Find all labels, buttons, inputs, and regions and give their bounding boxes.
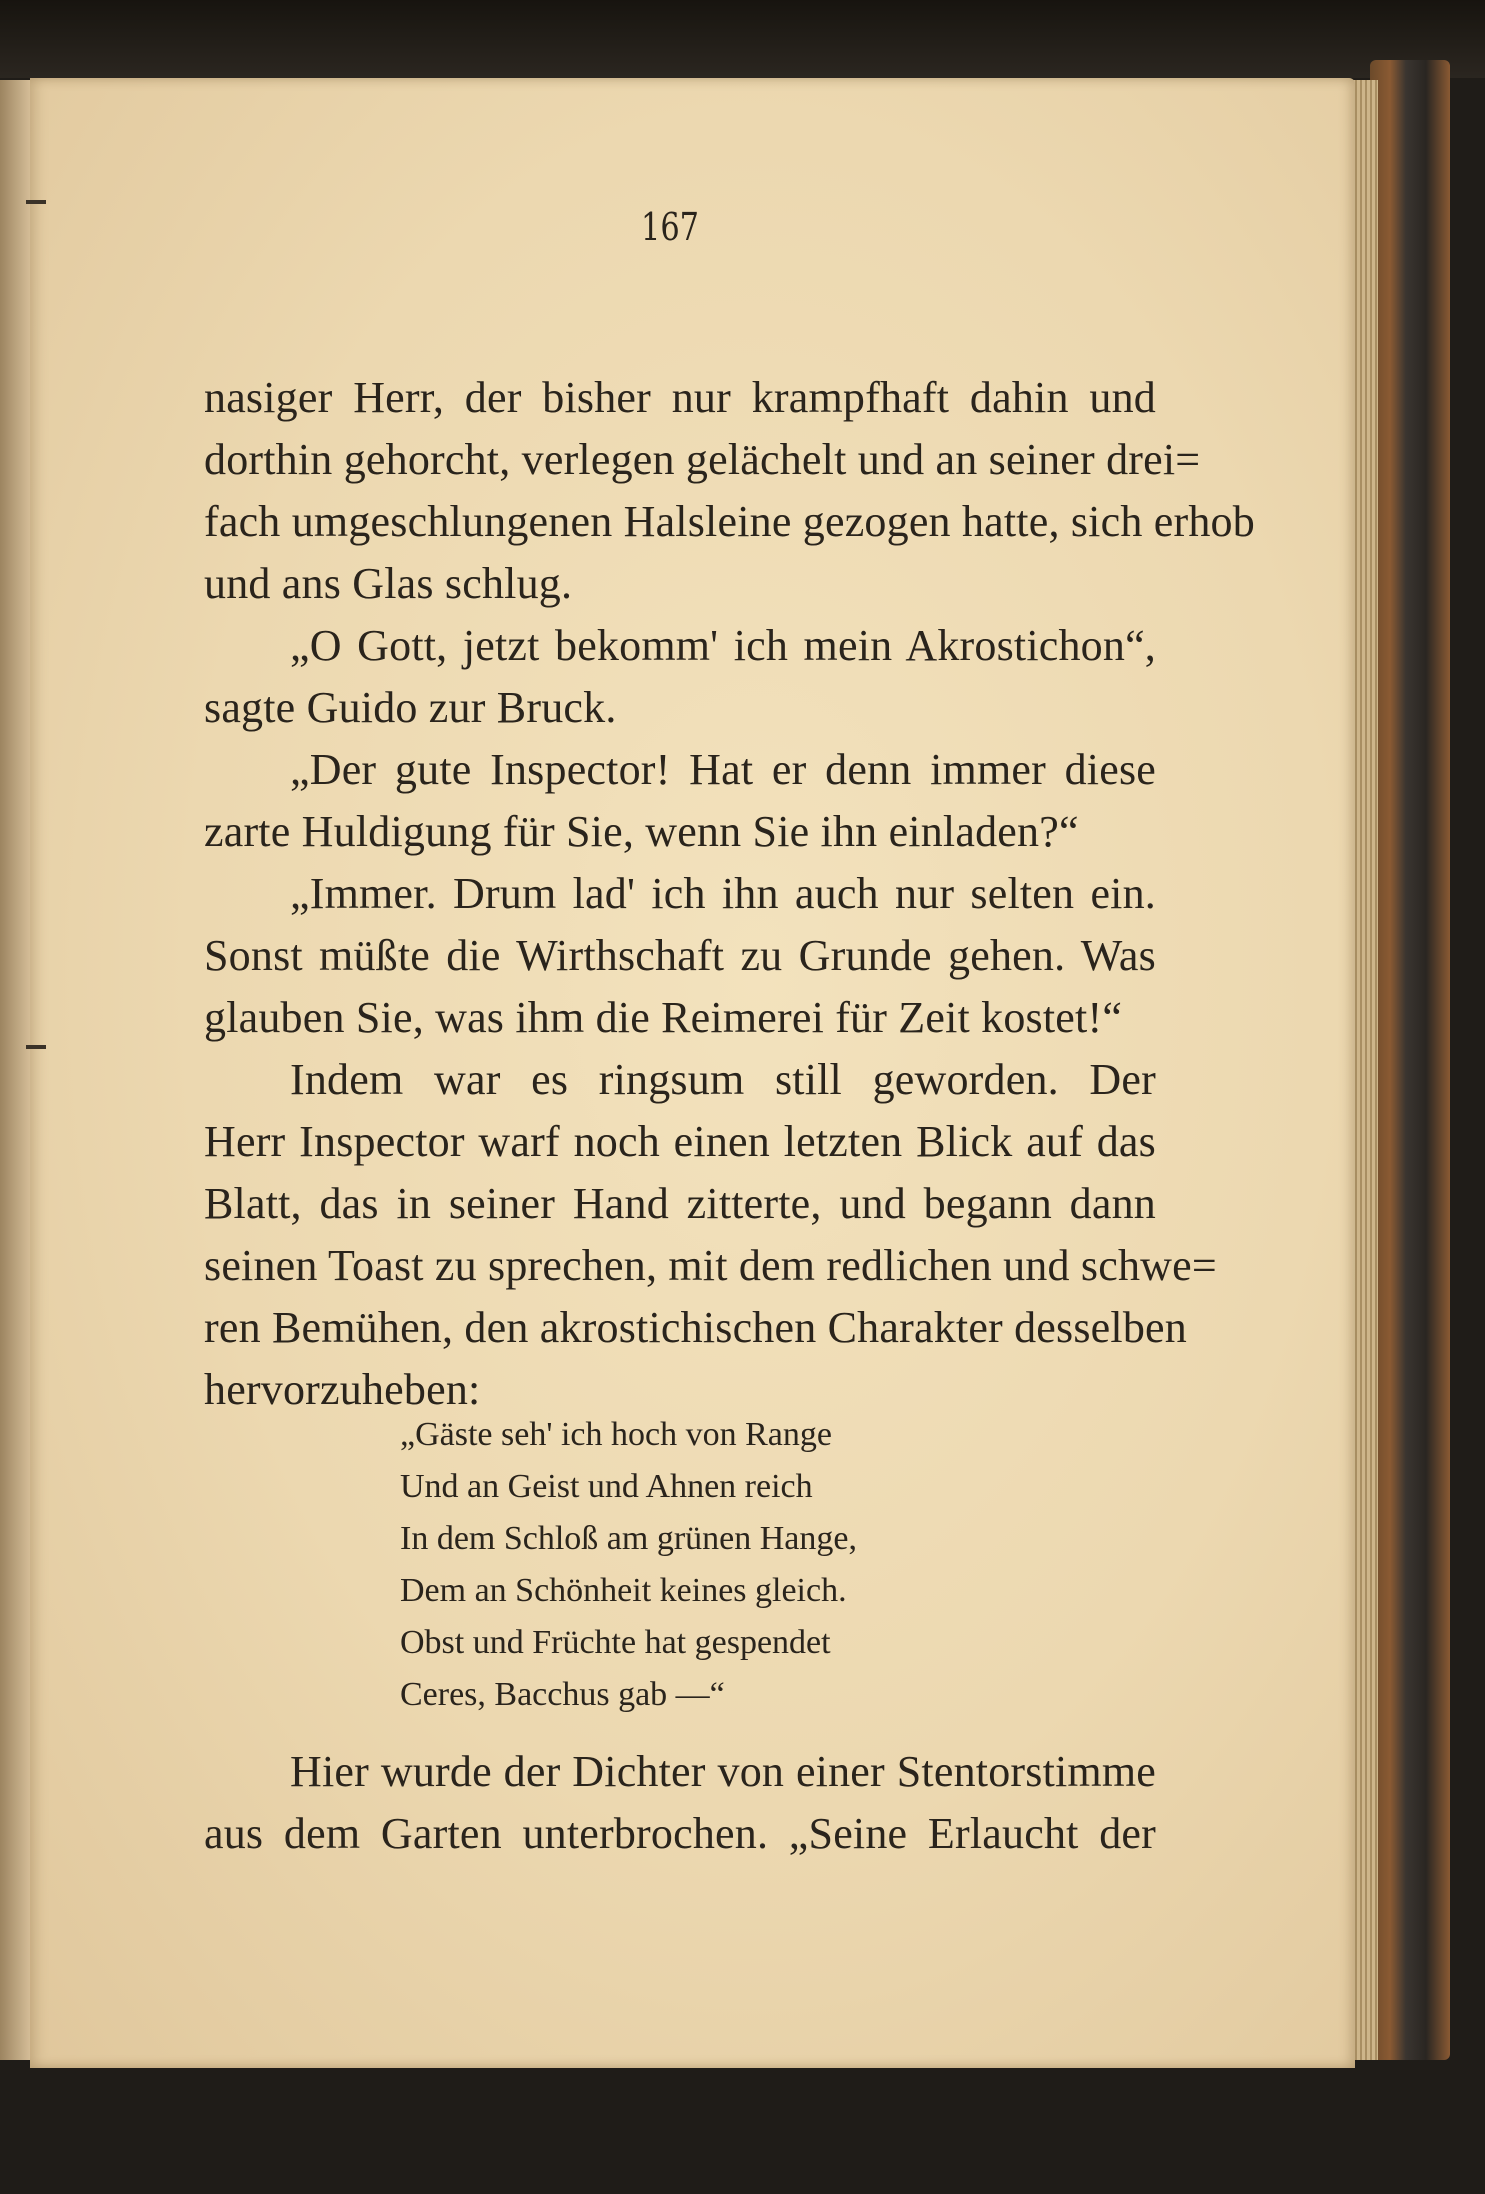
text-line: „Der gute Inspector! Hat er denn immer diese [290, 745, 1156, 794]
verse-line: In dem Schloß am grünen Hange, [400, 1520, 857, 1557]
text-line: nasiger Herr, der bisher nur krampfhaft dahin und [204, 373, 1156, 422]
verse-line: Dem an Schönheit keines gleich. [400, 1572, 847, 1609]
text-line: Blatt, das in seiner Hand zitterte, und begann dann [204, 1179, 1156, 1228]
facing-page-edge [0, 80, 32, 2060]
text-line: seinen Toast zu sprechen, mit dem redlichen und schwe= [204, 1241, 1217, 1290]
text-line: ren Bemühen, den akrostichischen Charakter desselben [204, 1303, 1187, 1352]
text-line: glauben Sie, was ihm die Reimerei für Zeit kostet!“ [204, 993, 1123, 1042]
text-line: Sonst müßte die Wirthschaft zu Grunde gehen. Was [204, 931, 1156, 980]
text-line: fach umgeschlungenen Halsleine gezogen hatte, sich erhob [204, 497, 1255, 546]
text-line: aus dem Garten unterbrochen. „Seine Erlaucht der [204, 1809, 1156, 1858]
verse-line: Und an Geist und Ahnen reich [400, 1468, 813, 1505]
text-line: „O Gott, jetzt bekomm' ich mein Akrostichon“, [290, 621, 1156, 670]
page-edges [1352, 80, 1378, 2070]
margin-mark [26, 1045, 46, 1049]
text-line: hervorzuheben: [204, 1365, 481, 1414]
text-line: „Immer. Drum lad' ich ihn auch nur selten ein. [290, 869, 1156, 918]
verse-line: Ceres, Bacchus gab —“ [400, 1676, 725, 1713]
verse-line: Obst und Früchte hat gespendet [400, 1624, 831, 1661]
margin-mark [26, 200, 46, 204]
book-cover-edge [1370, 60, 1450, 2060]
text-line: Hier wurde der Dichter von einer Stentorstimme [290, 1747, 1156, 1796]
book-cover-bottom [0, 2060, 1485, 2194]
text-line: Herr Inspector warf noch einen letzten Blick auf das [204, 1117, 1156, 1166]
page-number: 167 [640, 205, 700, 249]
text-line: Indem war es ringsum still geworden. Der [290, 1055, 1156, 1104]
text-line: zarte Huldigung für Sie, wenn Sie ihn einladen?“ [204, 807, 1079, 856]
text-line: sagte Guido zur Bruck. [204, 683, 617, 732]
text-line: und ans Glas schlug. [204, 559, 573, 608]
verse-line: „Gäste seh' ich hoch von Range [400, 1416, 832, 1453]
text-line: dorthin gehorcht, verlegen gelächelt und an seiner drei= [204, 435, 1201, 484]
book-cover-top [0, 0, 1485, 78]
